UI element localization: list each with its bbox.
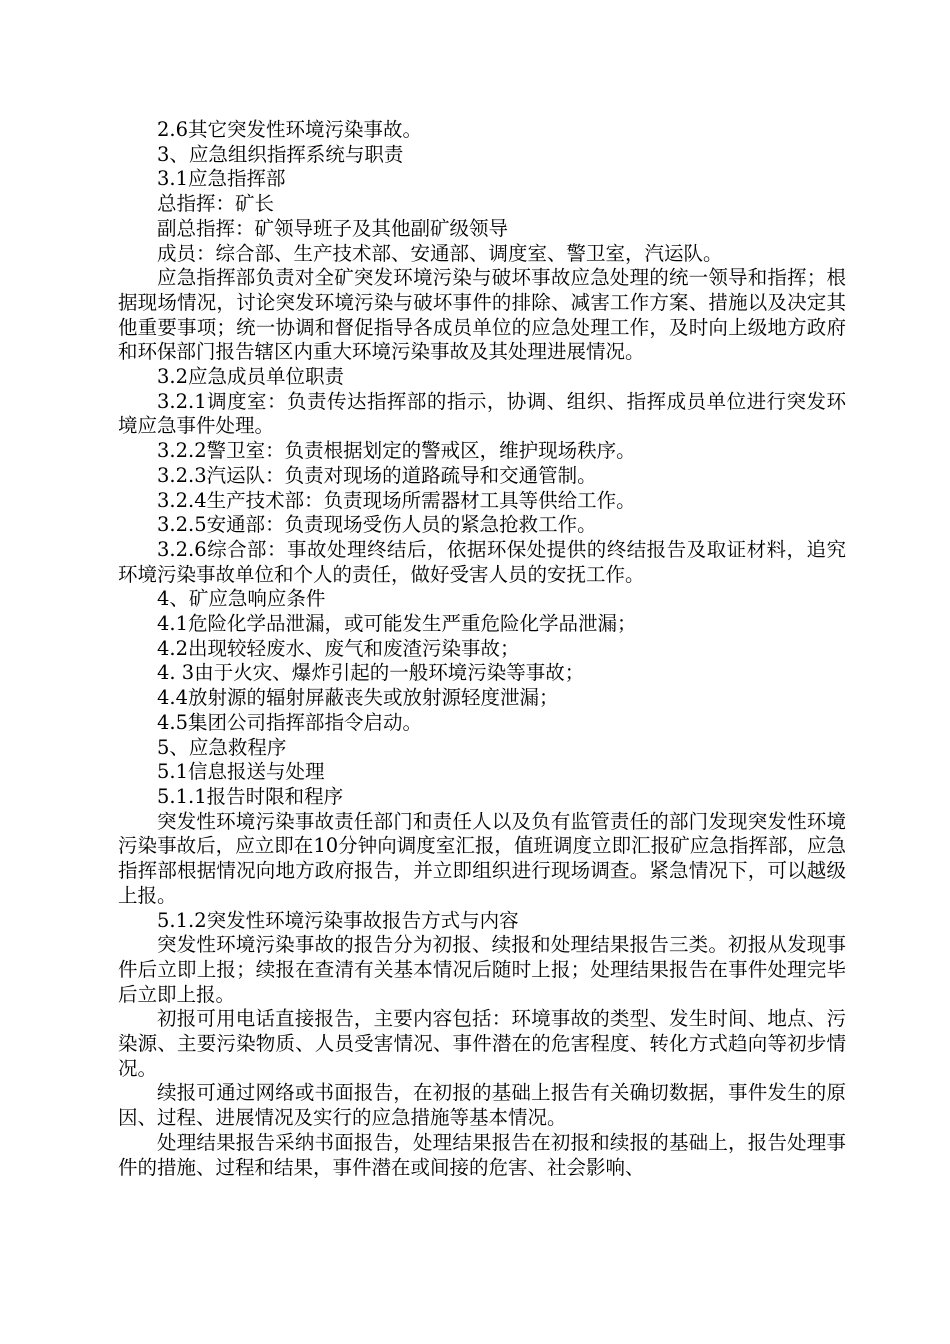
paragraph: 2.6其它突发性环境污染事故。 — [157, 118, 423, 141]
document-body — [118, 118, 846, 1180]
paragraph: 续报可通过网络或书面报告，在初报的基础上报告有关确切数据，事件发生的原因、过程、进展情况及实行的应急措施等基本情况。 — [118, 1081, 846, 1130]
paragraph: 成员：综合部、生产技术部、安通部、调度室、警卫室，汽运队。 — [157, 241, 723, 265]
section-heading: 3、应急组织指挥系统与职责 — [157, 142, 404, 166]
subsection-heading: 5.1信息报送与处理 — [157, 760, 325, 784]
paragraph: 4.2出现较轻废水、废气和废渣污染事故； — [157, 636, 520, 660]
paragraph: 突发性环境污染事故的报告分为初报、续报和处理结果报告三类。初报从发现事件后立即上报；续报在查清有关基本情况后随时上报；处理结果报告在事件处理完毕后立即上报。 — [118, 933, 846, 1006]
paragraph: 3.2.1调度室：负责传达指挥部的指示，协调、组织、指挥成员单位进行突发环境应急事件处理。 — [118, 389, 846, 438]
paragraph: 3.2.4生产技术部：负责现场所需器材工具等供给工作。 — [157, 488, 636, 512]
paragraph: 应急指挥部负责对全矿突发环境污染与破坏事故应急处理的统一领导和指挥；根据现场情况，讨论突发环境污染与破坏事件的排除、减害工作方案、措施以及决定其他重要事项；统一协调和督促指导各成员单位的应急处理工作，及时向上级地方政府和环保部门报告辖区内重大环境污染事故及其处理进展情况。 — [118, 266, 846, 364]
paragraph: 处理结果报告采纳书面报告，处理结果报告在初报和续报的基础上，报告处理事件的措施、过程和结果，事件潜在或间接的危害、社会影响、 — [118, 1130, 846, 1179]
paragraph: 突发性环境污染事故责任部门和责任人以及负有监管责任的部门发现突发性环境污染事故后，应立即在10分钟向调度室汇报，值班调度立即汇报矿应急指挥部，应急指挥部根据情况向地方政府报告，并立即组织进行现场调查。紧急情况下，可以越级上报。 — [118, 809, 846, 907]
paragraph: 总指挥：矿长 — [157, 192, 275, 216]
paragraph: 4. 3由于火灾、爆炸引起的一般环境污染等事故； — [157, 661, 585, 685]
paragraph: 3.2.2警卫室：负责根据划定的警戒区，维护现场秩序。 — [157, 439, 636, 463]
subsection-heading: 5.1.2突发性环境污染事故报告方式与内容 — [157, 908, 519, 932]
paragraph: 副总指挥：矿领导班子及其他副矿级领导 — [157, 216, 509, 240]
section-heading: 5、应急救程序 — [157, 735, 287, 759]
subsection-heading: 3.1应急指挥部 — [157, 167, 286, 191]
subsection-heading: 3.2应急成员单位职责 — [157, 365, 345, 389]
paragraph: 3.2.5安通部：负责现场受伤人员的紧急抢救工作。 — [157, 513, 597, 537]
paragraph: 初报可用电话直接报告，主要内容包括：环境事故的类型、发生时间、地点、污染源、主要污染物质、人员受害情况、事件潜在的危害程度、转化方式趋向等初步情况。 — [118, 1007, 846, 1080]
paragraph: 4.1危险化学品泄漏，或可能发生严重危险化学品泄漏； — [157, 612, 637, 636]
paragraph: 4.4放射源的辐射屏蔽丧失或放射源轻度泄漏； — [157, 686, 559, 710]
section-heading: 4、矿应急响应条件 — [157, 587, 326, 611]
subsection-heading: 5.1.1报告时限和程序 — [157, 784, 344, 808]
paragraph: 3.2.3汽运队：负责对现场的道路疏导和交通管制。 — [157, 463, 597, 487]
paragraph: 4.5集团公司指挥部指令启动。 — [157, 710, 423, 734]
paragraph: 3.2.6综合部：事故处理终结后，依据环保处提供的终结报告及取证材料，追究环境污染事故单位和个人的责任，做好受害人员的安抚工作。 — [118, 537, 846, 586]
